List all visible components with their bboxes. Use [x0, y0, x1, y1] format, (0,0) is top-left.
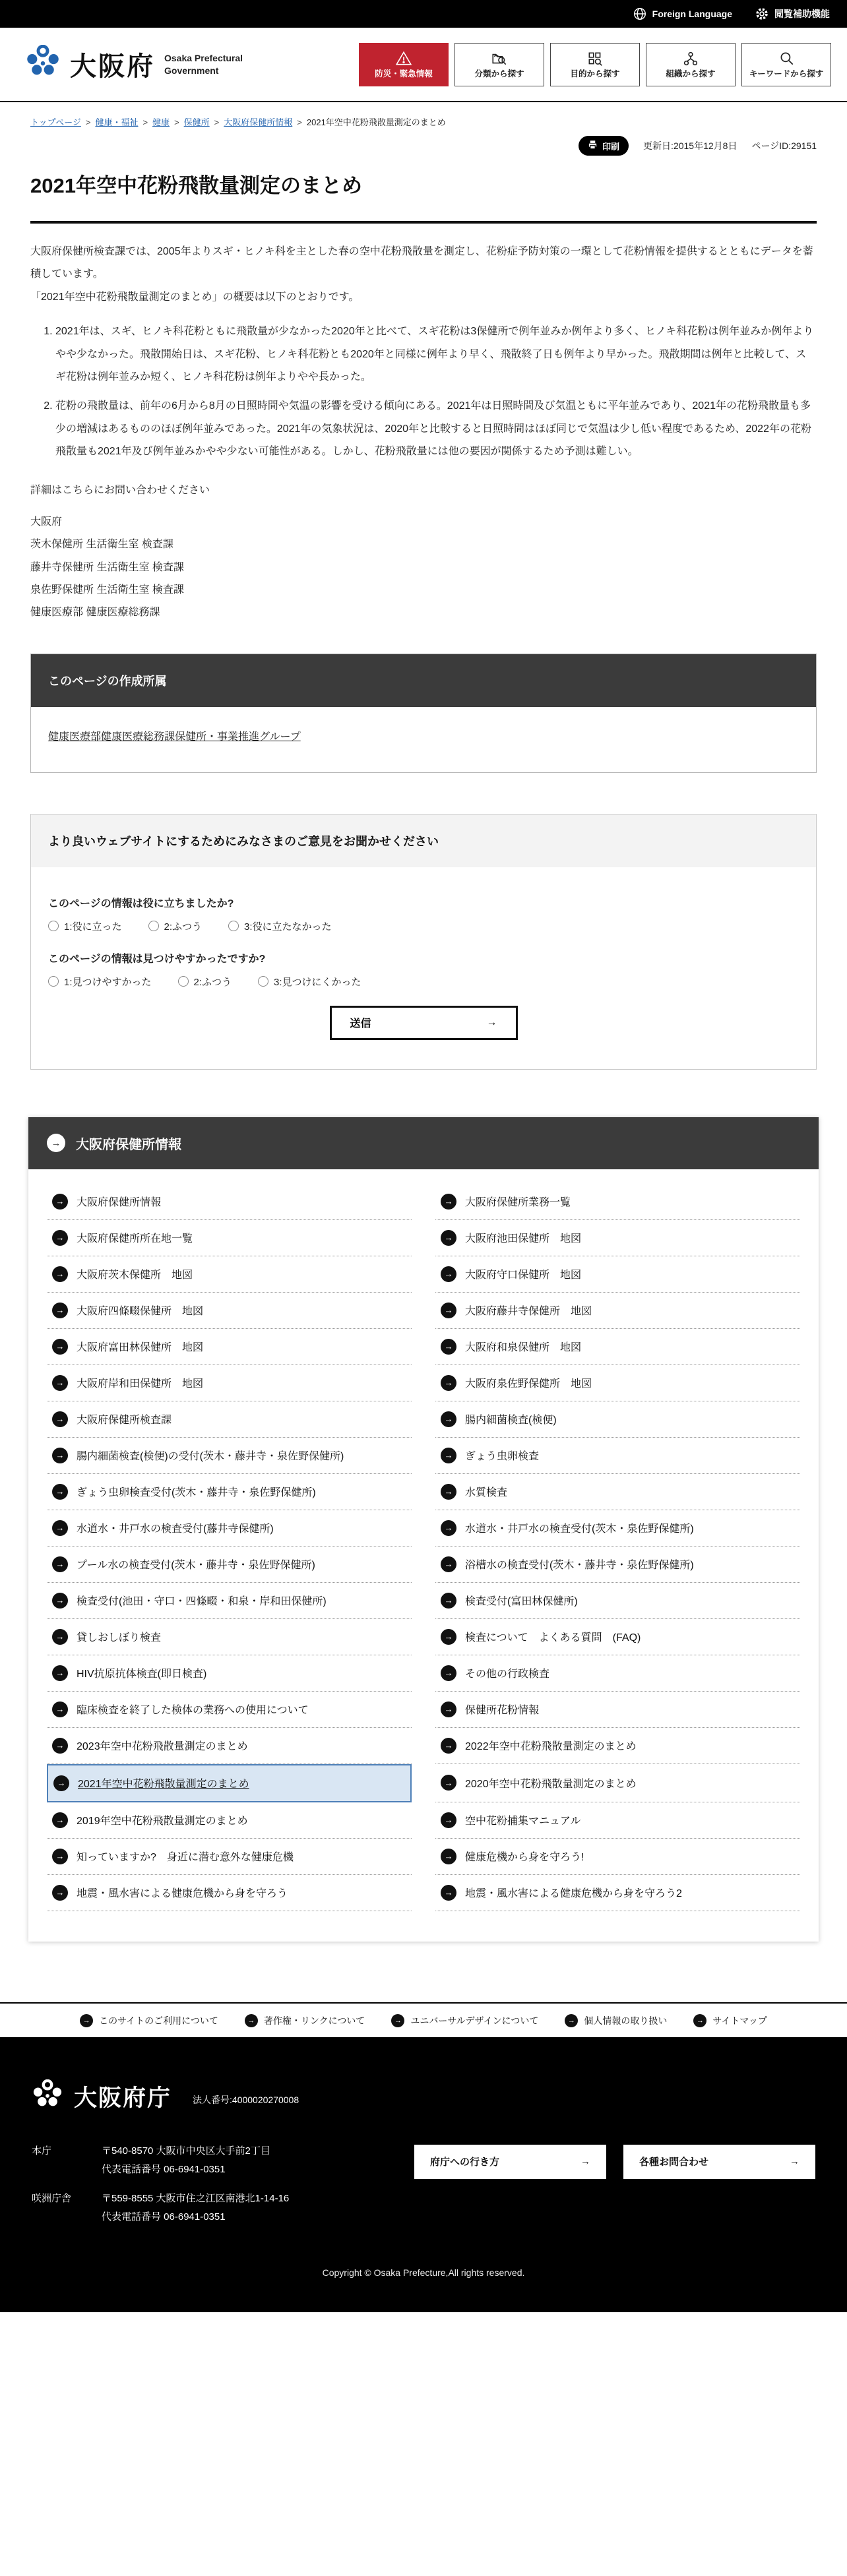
related-link-label: 地震・風水害による健康危機から身を守ろう2: [465, 1888, 682, 1900]
footer-nav-label: 個人情報の取り扱い: [584, 2015, 668, 2026]
contact-line-5: 健康医療部 健康医療総務課: [30, 607, 160, 619]
related-link-17[interactable]: [47, 1474, 412, 1510]
related-link-label: ぎょう虫卵検査: [465, 1451, 540, 1463]
warning-icon: [395, 50, 412, 67]
arrow-circle-icon: →: [441, 1375, 456, 1391]
radio-label: 1:役に立った: [64, 921, 122, 933]
foreign-language-button[interactable]: [633, 7, 732, 21]
arrow-circle-icon: →: [52, 1556, 68, 1572]
arrow-circle-icon: →: [441, 1849, 456, 1864]
breadcrumb-link-4[interactable]: 保健所: [183, 117, 210, 127]
osaka-logo[interactable]: [25, 45, 243, 84]
feedback-section: [30, 814, 817, 1070]
related-link-40[interactable]: [435, 1875, 800, 1911]
feedback-q2-options: [48, 975, 799, 989]
related-link-4[interactable]: [435, 1220, 800, 1256]
related-link-label: 大阪府富田林保健所 地図: [77, 1342, 204, 1354]
arrow-circle-icon: →: [391, 2014, 404, 2027]
related-link-label: 大阪府池田保健所 地図: [465, 1233, 582, 1245]
footer-nav-link-2[interactable]: [245, 2014, 365, 2027]
footer-nav-label: 著作権・リンクについて: [263, 2015, 365, 2026]
breadcrumb-separator: >: [174, 117, 179, 127]
related-link-label: 空中花粉捕集マニュアル: [465, 1816, 581, 1827]
header-nav-label: キーワードから探す: [749, 69, 824, 78]
accessibility-label: 閲覧補助機能: [774, 9, 830, 19]
arrow-circle-icon: →: [53, 1775, 69, 1791]
related-link-7[interactable]: [47, 1293, 412, 1329]
arrow-circle-icon: →: [52, 1665, 68, 1681]
related-link-label: 2021年空中花粉飛散量測定のまとめ: [78, 1779, 249, 1791]
arrow-right-icon: →: [486, 1016, 497, 1028]
corporate-number: 法人番号:4000020270008: [193, 2095, 299, 2106]
useful-radio-3[interactable]: [228, 921, 239, 931]
radio-label: 3:役に立たなかった: [244, 921, 332, 933]
related-links-section: [28, 1117, 819, 1942]
osaka-pref-mark-white-icon: [32, 2079, 63, 2114]
findable-option-1[interactable]: [48, 975, 152, 989]
arrow-circle-icon: →: [441, 1885, 456, 1901]
title-rule: [30, 221, 817, 224]
useful-option-3[interactable]: [228, 919, 332, 933]
related-link-label: 健康危機から身を守ろう!: [465, 1852, 584, 1864]
related-link-22[interactable]: [435, 1547, 800, 1583]
related-link-label: 臨床検査を終了した検体の業務への使用について: [77, 1705, 309, 1717]
footer-logo-title: 大阪府庁: [74, 2085, 172, 2112]
footer-nav: [0, 2002, 847, 2037]
arrow-circle-icon: →: [441, 1665, 456, 1681]
arrow-circle-icon: →: [52, 1593, 68, 1609]
related-links-list: [28, 1169, 819, 1942]
intro-paragraph: 大阪府保健所検査課では、2005年よりスギ・ヒノキ科を主とした春の空中花粉飛散量を測定し、花粉症予防対策の一環として花粉情報を提供するとともにデータを蓄積しています。: [30, 246, 813, 280]
related-link-label: 大阪府藤井寺保健所 地図: [465, 1306, 592, 1318]
globe-icon: [633, 7, 647, 21]
useful-option-2[interactable]: [148, 919, 203, 933]
footer-addresses: [32, 2142, 289, 2237]
related-link-label: 腸内細菌検査(検便): [465, 1415, 557, 1426]
breadcrumb-link-2[interactable]: 健康・福祉: [95, 117, 139, 127]
arrow-circle-icon: →: [52, 1411, 68, 1427]
related-link-27[interactable]: [47, 1655, 412, 1692]
breadcrumb-current: 2021年空中花粉飛散量測定のまとめ: [306, 117, 446, 127]
related-link-13[interactable]: [47, 1401, 412, 1438]
related-link-label: 2020年空中花粉飛散量測定のまとめ: [465, 1778, 637, 1790]
footer-logo: [32, 2079, 815, 2114]
osaka-pref-mark-icon: [25, 45, 61, 84]
bottom-spacer: [0, 2312, 847, 2576]
arrow-right-icon: →: [790, 2156, 800, 2168]
arrow-circle-icon: →: [441, 1303, 456, 1318]
footer-nav-link-1[interactable]: [80, 2014, 218, 2027]
contact-line-1: 大阪府: [30, 516, 63, 528]
related-link-label: 浴槽水の検査受付(茨木・藤井寺・泉佐野保健所): [465, 1560, 694, 1572]
breadcrumb-link-1[interactable]: トップページ: [30, 117, 81, 127]
printer-icon: [588, 140, 598, 152]
related-link-30[interactable]: [435, 1692, 800, 1728]
related-link-1[interactable]: [47, 1184, 412, 1220]
arrow-circle-icon: →: [52, 1629, 68, 1645]
author-section: [30, 654, 817, 773]
arrow-circle-icon: →: [441, 1339, 456, 1355]
related-link-label: 大阪府茨木保健所 地図: [77, 1270, 193, 1281]
related-link-label: 地震・風水害による健康危機から身を守ろう: [77, 1888, 288, 1900]
feedback-question-2: このページの情報は見つけやすかったですか?: [48, 953, 266, 965]
related-link-label: 大阪府保健所所在地一覧: [77, 1233, 193, 1245]
related-link-16[interactable]: [435, 1438, 800, 1474]
related-link-label: 大阪府岸和田保健所 地図: [77, 1378, 204, 1390]
arrow-circle-icon: →: [52, 1266, 68, 1282]
summary-item-1: 1. 2021年は、スギ、ヒノキ科花粉ともに飛散量が少なかった2020年と比べて、スギ花粉は3保健所で例年並みか例年より多く、ヒノキ科花粉は例年並みか例年よりやや少なかった。飛散開始日は、スギ花粉、ヒノキ科花粉とも2020年と同様に例年より早く、飛散終了日も例年より早かった。飛散期間は例年と比較して、スギ花粉は例年並みか短く、ヒノキ科花粉は例年よりやや長かった。: [55, 321, 817, 388]
related-link-18[interactable]: [435, 1474, 800, 1510]
site-footer: [0, 2037, 847, 2312]
contact-line-2: 茨木保健所 生活衛生室 検査課: [30, 539, 173, 551]
page-title: 2021年空中花粉飛散量測定のまとめ: [30, 174, 362, 197]
arrow-circle-icon: →: [52, 1230, 68, 1246]
arrow-circle-icon: →: [441, 1448, 456, 1463]
feedback-title: より良いウェブサイトにするためにみなさまのご意見をお聞かせください: [31, 814, 816, 867]
related-link-label: 大阪府保健所検査課: [77, 1415, 172, 1426]
inquiries-label: 各種お問合わせ: [639, 2157, 709, 2168]
arrow-circle-icon: →: [441, 1266, 456, 1282]
related-link-21[interactable]: [47, 1547, 412, 1583]
related-link-label: 水道水・井戸水の検査受付(茨木・泉佐野保健所): [465, 1523, 694, 1535]
arrow-circle-icon: →: [52, 1738, 68, 1754]
related-link-label: 腸内細菌検査(検便)の受付(茨木・藤井寺・泉佐野保健所): [77, 1451, 344, 1463]
header-nav-button-1[interactable]: [359, 43, 449, 86]
main-content: [0, 169, 847, 625]
header-nav-label: 防災・緊急情報: [375, 69, 433, 78]
related-link-10[interactable]: [435, 1329, 800, 1365]
copyright: Copyright © Osaka Prefecture,All rights reserved.: [322, 2267, 525, 2278]
header-nav-button-4[interactable]: [646, 43, 736, 86]
related-link-label: 知っていますか? 身近に潜む意外な健康危機: [77, 1852, 294, 1864]
findable-radio-3[interactable]: [258, 976, 268, 987]
arrow-circle-icon: →: [52, 1849, 68, 1864]
footer-nav-link-5[interactable]: [693, 2014, 767, 2027]
arrow-circle-icon: →: [52, 1375, 68, 1391]
related-link-label: 大阪府守口保健所 地図: [465, 1270, 582, 1281]
keyword-search-icon: [778, 50, 795, 67]
related-link-14[interactable]: [435, 1401, 800, 1438]
contact-list: [30, 511, 817, 625]
footer-nav-link-4[interactable]: [565, 2014, 667, 2027]
related-link-15[interactable]: [47, 1438, 412, 1474]
breadcrumb-link-3[interactable]: 健康: [152, 117, 170, 127]
related-link-label: 大阪府四條畷保健所 地図: [77, 1306, 204, 1318]
arrow-circle-icon: →: [693, 2014, 706, 2027]
org-search-icon: [682, 50, 699, 67]
arrow-circle-icon: →: [52, 1885, 68, 1901]
related-link-29[interactable]: [47, 1692, 412, 1728]
related-link-label: 保健所花粉情報: [465, 1705, 540, 1717]
contact-line-4: 泉佐野保健所 生活衛生室 検査課: [30, 584, 184, 596]
related-link-28[interactable]: [435, 1655, 800, 1692]
print-label: 印刷: [602, 141, 620, 152]
logo-title: 大阪府: [70, 52, 155, 81]
related-link-11[interactable]: [47, 1365, 412, 1401]
author-section-title: このページの作成所属: [31, 654, 816, 707]
arrow-circle-icon: →: [52, 1194, 68, 1210]
related-links-title: 大阪府保健所情報: [76, 1137, 181, 1152]
inquiries-button[interactable]: [623, 2145, 815, 2179]
arrow-circle-icon: →: [441, 1812, 456, 1828]
findable-radio-1[interactable]: [48, 976, 59, 987]
related-link-19[interactable]: [47, 1510, 412, 1547]
contact-line-3: 藤井寺保健所 生活衛生室 検査課: [30, 561, 184, 573]
breadcrumb-link-5[interactable]: 大阪府保健所情報: [224, 117, 293, 127]
related-link-current[interactable]: [47, 1764, 412, 1802]
footer-nav-label: このサイトのご利用について: [99, 2015, 218, 2026]
radio-label: 3:見つけにくかった: [274, 976, 361, 988]
related-link-37[interactable]: [47, 1839, 412, 1875]
related-link-label: 大阪府泉佐野保健所 地図: [465, 1378, 592, 1390]
feedback-question-1: このページの情報は役に立ちましたか?: [48, 898, 234, 909]
related-link-label: 2023年空中花粉飛散量測定のまとめ: [77, 1741, 248, 1753]
arrow-circle-icon: →: [441, 1520, 456, 1536]
office1-name: 本庁: [32, 2145, 52, 2157]
gear-icon: [755, 7, 769, 21]
arrow-circle-light-icon: →: [47, 1134, 65, 1152]
related-link-36[interactable]: [435, 1802, 800, 1839]
arrow-circle-icon: →: [52, 1303, 68, 1318]
findable-option-3[interactable]: [258, 975, 361, 989]
related-link-label: 大阪府和泉保健所 地図: [465, 1342, 582, 1354]
arrow-circle-icon: →: [245, 2014, 258, 2027]
summary-list: [36, 321, 817, 463]
related-link-6[interactable]: [435, 1256, 800, 1293]
office2-name: 咲洲庁舎: [32, 2192, 72, 2204]
foreign-language-label: Foreign Language: [652, 9, 732, 19]
office1-address: 〒540-8570 大阪市中央区大手前2丁目 代表電話番号 06-6941-0351: [102, 2145, 270, 2175]
header-nav-label: 分類から探す: [474, 69, 524, 78]
arrow-circle-icon: →: [441, 1411, 456, 1427]
related-link-label: HIV抗原抗体検査(即日検査): [77, 1669, 207, 1680]
related-link-label: 水道水・井戸水の検査受付(藤井寺保健所): [77, 1523, 274, 1535]
related-link-3[interactable]: [47, 1220, 412, 1256]
site-header: [0, 28, 847, 102]
related-link-12[interactable]: [435, 1365, 800, 1401]
accessibility-button[interactable]: [755, 7, 830, 21]
author-department-link[interactable]: 健康医療部健康医療総務課保健所・事業推進グループ: [48, 731, 301, 743]
header-nav-button-5[interactable]: [741, 43, 831, 86]
header-nav-label: 目的から探す: [570, 69, 620, 78]
header-nav-button-3[interactable]: [550, 43, 640, 86]
related-link-label: その他の行政検査: [465, 1669, 550, 1680]
arrow-circle-icon: →: [441, 1194, 456, 1210]
summary-item-2: 2. 花粉の飛散量は、前年の6月から8月の日照時間や気温の影響を受ける傾向にある。2021年は日照時間及び気温ともに平年並みであり、2021年の花粉飛散量も多少の増減はあるもののほぼ例年並みであった。2021年の気象状況は、2020年と比較すると日照時間はほぼ同じで気温は少し低い程度であるため、2022年の花粉飛散量も2021年及び例年並みかやや少ない可能性がある。しかし、花粉飛散量には他の要因が関係するため予測は難しい。: [55, 395, 817, 463]
arrow-circle-icon: →: [52, 1448, 68, 1463]
utility-bar: [0, 0, 847, 28]
related-link-label: 大阪府保健所業務一覧: [465, 1197, 571, 1209]
related-link-31[interactable]: [47, 1728, 412, 1764]
updated-date: 更新日:2015年12月8日: [643, 140, 737, 151]
directions-label: 府庁への行き方: [430, 2157, 500, 2168]
logo-subtitle: Osaka Prefectural Government: [164, 53, 243, 76]
related-link-label: 2019年空中花粉飛散量測定のまとめ: [77, 1816, 248, 1827]
arrow-circle-icon: →: [441, 1738, 456, 1754]
page-id: ページID:29151: [751, 140, 817, 151]
related-link-35[interactable]: [47, 1802, 412, 1839]
arrow-circle-icon: →: [441, 1629, 456, 1645]
related-link-label: 2022年空中花粉飛散量測定のまとめ: [465, 1741, 637, 1753]
related-link-25[interactable]: [47, 1619, 412, 1655]
radio-label: 2:ふつう: [164, 921, 203, 933]
contact-lead: 詳細はこちらにお問い合わせください: [30, 484, 210, 496]
arrow-circle-icon: →: [441, 1593, 456, 1609]
related-link-label: 貸しおしぼり検査: [77, 1632, 162, 1644]
findable-radio-2[interactable]: [178, 976, 189, 987]
arrow-circle-icon: →: [52, 1339, 68, 1355]
arrow-circle-icon: →: [441, 1702, 456, 1717]
header-nav: [359, 43, 831, 86]
related-link-34[interactable]: [435, 1764, 800, 1802]
arrow-circle-icon: →: [441, 1484, 456, 1500]
related-link-label: 大阪府保健所情報: [77, 1197, 162, 1209]
related-link-5[interactable]: [47, 1256, 412, 1293]
related-link-23[interactable]: [47, 1583, 412, 1619]
arrow-circle-icon: →: [52, 1484, 68, 1500]
arrow-circle-icon: →: [441, 1775, 456, 1791]
findable-option-2[interactable]: [178, 975, 232, 989]
arrow-right-icon: →: [580, 2156, 590, 2168]
related-link-label: ぎょう虫卵検査受付(茨木・藤井寺・泉佐野保健所): [77, 1487, 316, 1499]
related-link-label: 検査について よくある質問 (FAQ): [465, 1632, 641, 1644]
arrow-circle-icon: →: [565, 2014, 578, 2027]
breadcrumb-separator: >: [297, 117, 302, 127]
breadcrumb-separator: >: [85, 117, 91, 127]
office2-address: 〒559-8555 大阪市住之江区南港北1-14-16 代表電話番号 06-6941-0351: [102, 2192, 290, 2223]
related-link-label: 検査受付(富田林保健所): [465, 1596, 578, 1608]
arrow-circle-icon: →: [52, 1812, 68, 1828]
related-link-38[interactable]: [435, 1839, 800, 1875]
breadcrumb-separator: >: [214, 117, 220, 127]
related-link-label: 検査受付(池田・守口・四條畷・和泉・岸和田保健所): [77, 1596, 327, 1608]
grid-search-icon: [586, 50, 604, 67]
overview-lead: 「2021年空中花粉飛散量測定のまとめ」の概要は以下のとおりです。: [30, 291, 360, 303]
useful-option-1[interactable]: [48, 919, 122, 933]
related-link-26[interactable]: [435, 1619, 800, 1655]
related-link-9[interactable]: [47, 1329, 412, 1365]
print-button[interactable]: [579, 136, 629, 156]
related-link-24[interactable]: [435, 1583, 800, 1619]
breadcrumb-separator: >: [142, 117, 148, 127]
related-link-label: プール水の検査受付(茨木・藤井寺・泉佐野保健所): [77, 1560, 315, 1572]
arrow-circle-icon: →: [441, 1556, 456, 1572]
related-link-39[interactable]: [47, 1875, 412, 1911]
radio-label: 1:見つけやすかった: [64, 976, 152, 988]
related-link-32[interactable]: [435, 1728, 800, 1764]
related-link-20[interactable]: [435, 1510, 800, 1547]
arrow-circle-icon: →: [52, 1702, 68, 1717]
footer-nav-label: ユニバーサルデザインについて: [410, 2015, 539, 2026]
related-link-label: 水質検査: [465, 1487, 508, 1499]
radio-label: 2:ふつう: [193, 976, 232, 988]
breadcrumb: [0, 102, 847, 128]
related-link-8[interactable]: [435, 1293, 800, 1329]
arrow-circle-icon: →: [80, 2014, 93, 2027]
submit-button[interactable]: [330, 1006, 518, 1040]
feedback-q1-options: [48, 919, 799, 933]
header-nav-button-2[interactable]: [455, 43, 544, 86]
directions-button[interactable]: [414, 2145, 606, 2179]
header-nav-label: 組織から探す: [666, 69, 716, 78]
footer-nav-label: サイトマップ: [712, 2015, 767, 2026]
related-links-header: [28, 1117, 819, 1169]
arrow-circle-icon: →: [52, 1520, 68, 1536]
folder-search-icon: [491, 50, 508, 67]
footer-nav-link-3[interactable]: [391, 2014, 538, 2027]
useful-radio-2[interactable]: [148, 921, 159, 931]
related-link-2[interactable]: [435, 1184, 800, 1220]
arrow-circle-icon: →: [441, 1230, 456, 1246]
useful-radio-1[interactable]: [48, 921, 59, 931]
page-meta: [0, 128, 847, 156]
submit-label: 送信: [350, 1018, 371, 1030]
